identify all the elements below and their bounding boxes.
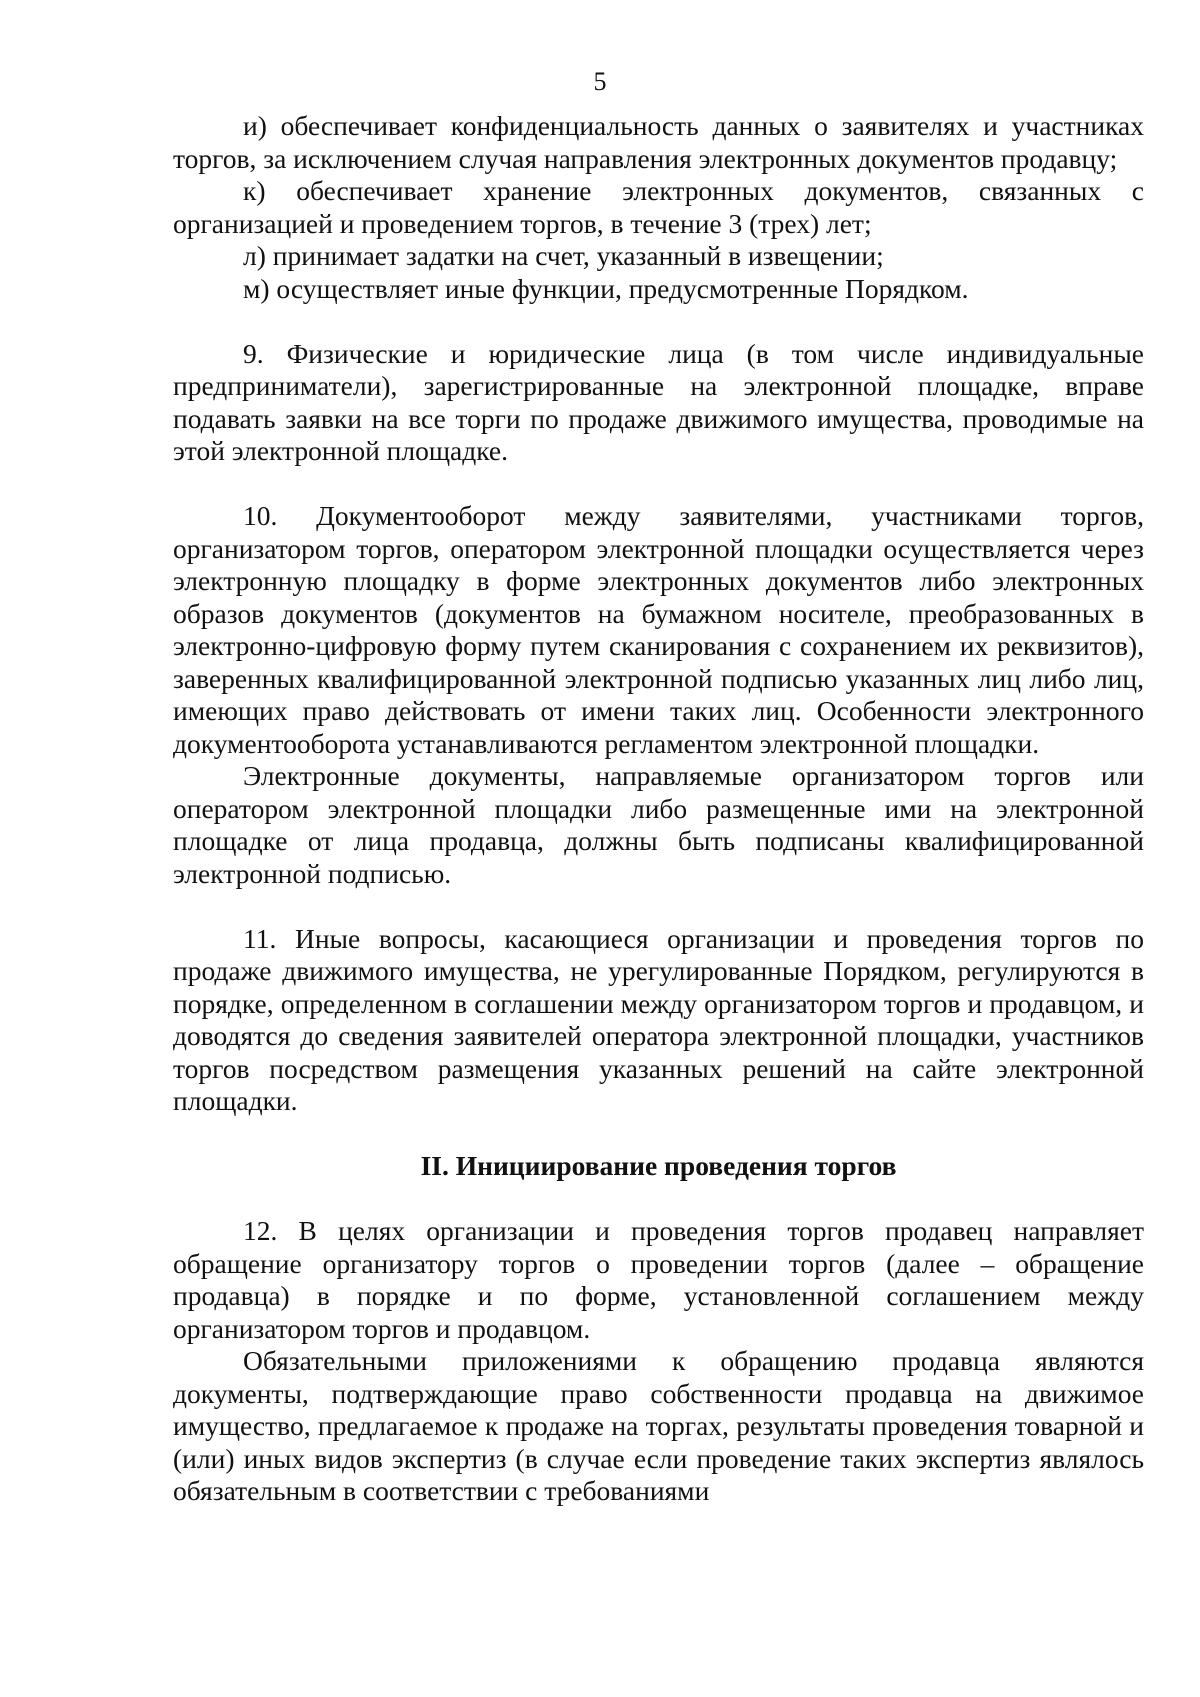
paragraph-10: 10. Документооборот между заявителями, участниками торгов, организатором торгов, оператором электронной площадки осуществляется через электронную площадку в форме электронных документов либо электронных образов документов (документов на бумажном носителе, преобразованных в электронно-цифровую форму путем сканирования с сохранением их реквизитов), заверенных квалифицированной электронной подписью указанных лиц либо лиц, имеющих право действовать от имени таких лиц. Особенности электронного документооборота устанавливаются регламентом электронной площадки. (173, 500, 1144, 759)
paragraph-item-m: м) осуществляет иные функции, предусмотренные Порядком. (243, 272, 969, 304)
paragraph-item-l: л) принимает задатки на счет, указанный в извещении; (243, 240, 884, 271)
paragraph-9: 9. Физические и юридические лица (в том числе индивидуальные предприниматели), зарегистрированные на электронной площадке, вправе подавать заявки на все торги по продаже движимого имущества, проводимые на этой электронной площадке. (173, 337, 1144, 466)
paragraph-item-k: к) обеспечивает хранение электронных документов, связанных с организацией и проведением торгов, в течение 3 (трех) лет; (173, 175, 1144, 239)
paragraph-12: 12. В целях организации и проведения торгов продавец направляет обращение организатору торгов о проведении торгов (далее – обращение продавца) в порядке и по форме, установленной соглашением между организатором торгов и продавцом. (173, 1215, 1144, 1344)
section-heading: II. Инициирование проведения торгов (420, 1150, 897, 1181)
page-number: 5 (593, 67, 607, 96)
paragraph-11: 11. Иные вопросы, касающиеся организации и проведения торгов по продаже движимого имущества, не урегулированные Порядком, регулируются в порядке, определенном в соглашении между организатором торгов и продавцом, и доводятся до сведения заявителей оператора электронной площадки, участников торгов посредством размещения указанных решений на сайте электронной площадки. (173, 922, 1144, 1116)
document-body (173, 110, 1144, 1508)
paragraph-12-continuation: Обязательными приложениями к обращению продавца являются документы, подтверждающие право собственности продавца на движимое имущество, предлагаемое к продаже на торгах, результаты проведения товарной и (или) иных видов экспертиз (в случае если проведение таких экспертиз являлось обязательным в соответствии с требованиями (173, 1345, 1144, 1506)
paragraph-item-i: и) обеспечивает конфиденциальность данных о заявителях и участниках торгов, за исключением случая направления электронных документов продавцу; (173, 110, 1144, 174)
paragraph-10-continuation: Электронные документы, направляемые организатором торгов или оператором электронной площадки либо размещенные ими на электронной площадке от лица продавца, должны быть подписаны квалифицированной электронной подписью. (173, 760, 1144, 889)
